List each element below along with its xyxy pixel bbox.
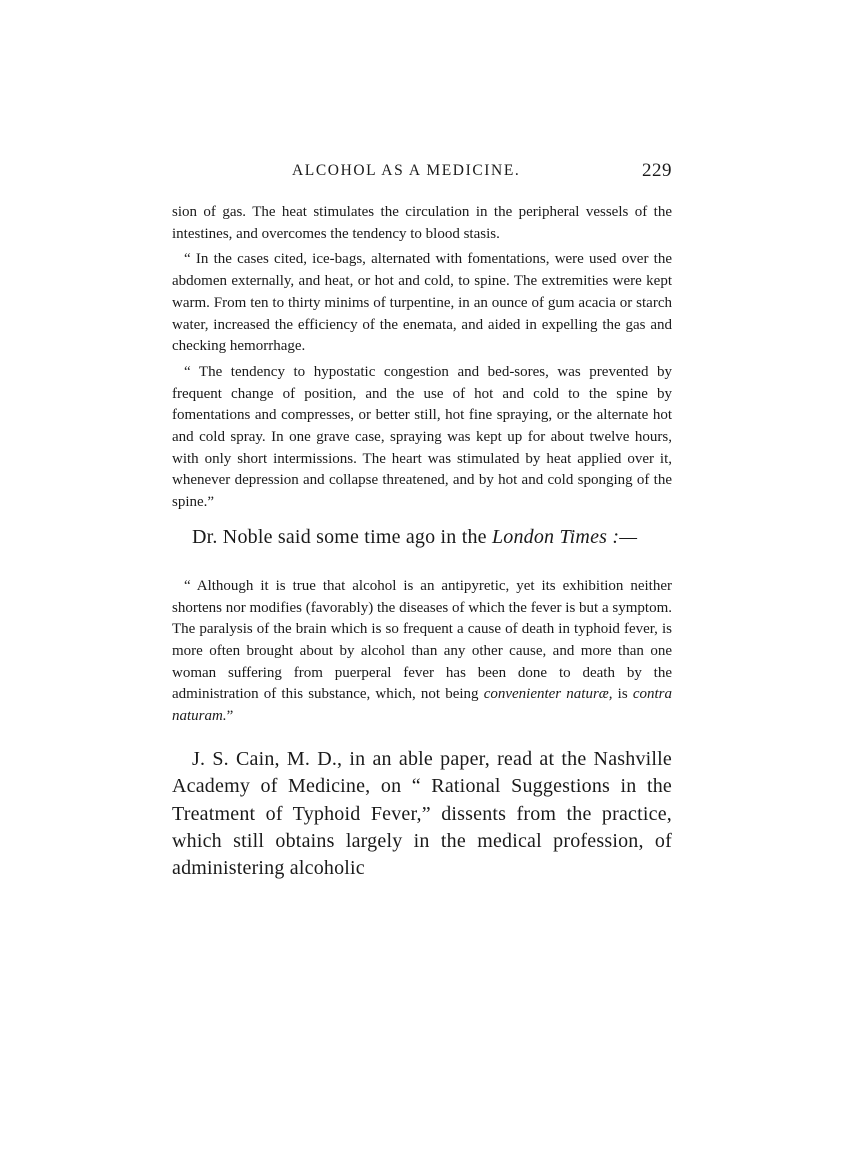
- quote-noble-main: “ Although it is true that alcohol is an antipyretic, yet its exhibition neither shortens nor modifies (favorably) the diseases of which the fever is but a symptom. The paralysis of the brain which is so frequent a cause of death in typhoid fever, is more often brought about by alcohol than any other cause, and more than one woman suffering from puerperal fever has been done to death by the administration of this substance, which, not being: [172, 577, 672, 703]
- latin-phrase-2: contra naturam.: [172, 686, 672, 725]
- running-head: [172, 160, 672, 186]
- running-title: ALCOHOL AS A MEDICINE.: [292, 162, 521, 179]
- quote-noble: [172, 576, 672, 728]
- quote-noble-end: ”: [226, 708, 234, 725]
- book-page: [172, 160, 672, 883]
- paragraph-ice-bags: “ In the cases cited, ice-bags, alternated with fomentations, were used over the abdomen externally, and heat, or hot and cold, to spine. The extremities were kept warm. From ten to thirty minims of turpentine, in an ounce of gum acacia or starch water, increased the efficiency of the enemata, and aided in expelling the gas and checking hemorrhage.: [172, 251, 672, 355]
- paragraph-dr-noble: [172, 524, 672, 550]
- paragraph-hypostatic-congestion: “ The tendency to hypostatic congestion and bed-sores, was prevented by frequent change of position, and the use of hot and cold to the spine by fomentations and compresses, or better still, hot fine spraying, or the alternate hot and cold spray. In one grave case, spraying was kept up for about twelve hours, with only short intermissions. The heart was stimulated by heat applied over it, whenever depression and collapse threatened, and by hot and cold sponging of the spine.”: [172, 363, 672, 511]
- latin-phrase-1: convenienter naturæ,: [483, 686, 613, 703]
- dr-noble-text: Dr. Noble said some time ago in the: [192, 525, 492, 548]
- page-number: 229: [642, 160, 672, 181]
- paragraph-gas-stasis: sion of gas. The heat stimulates the circulation in the peripheral vessels of the intestines, and overcomes the tendency to blood stasis.: [172, 204, 672, 242]
- london-times-title: London Times :—: [491, 525, 638, 548]
- quote-noble-middle: is: [612, 686, 633, 703]
- paragraph-cain: J. S. Cain, M. D., in an able paper, read at the Nashville Academy of Medicine, on “ Rational Suggestions in the Treatment of Typhoid Fever,” dissents from the practice, which still obtains largely in the medical profession, of administering alcoholic: [172, 747, 672, 880]
